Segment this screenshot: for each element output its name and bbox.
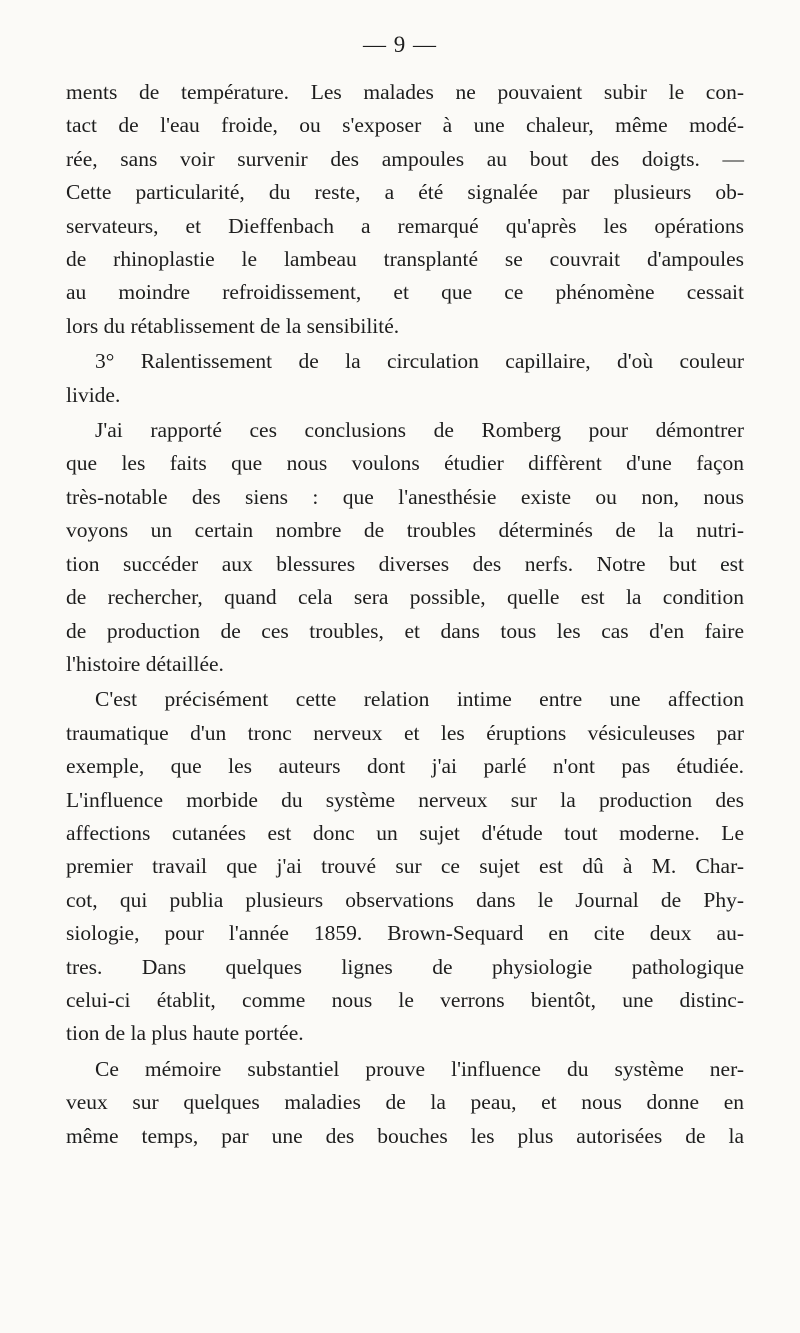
- text-line: siologie, pour l'année 1859. Brown-Sequard en cite deux au-: [66, 921, 744, 946]
- text-line: J'ai rapporté ces conclusions de Romberg pour démontrer: [95, 418, 744, 443]
- text-line: tact de l'eau froide, ou s'exposer à une chaleur, même modé-: [66, 113, 744, 138]
- text-line: 3° Ralentissement de la circulation capillaire, d'où couleur: [95, 349, 744, 374]
- text-line: ments de température. Les malades ne pouvaient subir le con-: [66, 80, 744, 104]
- text-line: rée, sans voir survenir des ampoules au bout des doigts. —: [66, 146, 744, 171]
- paragraph: [66, 76, 744, 343]
- text-line: traumatique d'un tronc nerveux et les éruptions vésiculeuses par: [66, 720, 744, 745]
- paragraph: [66, 1053, 744, 1153]
- text-line: L'influence morbide du système nerveux sur la production des: [66, 787, 744, 812]
- text-line: voyons un certain nombre de troubles déterminés de la nutri-: [66, 518, 744, 543]
- text-line: affections cutanées est donc un sujet d'étude tout moderne. Le: [66, 820, 744, 845]
- text-line: premier travail que j'ai trouvé sur ce sujet est dû à M. Char-: [66, 854, 744, 879]
- text-line: de production de ces troubles, et dans tous les cas d'en faire: [66, 618, 744, 643]
- text-line: au moindre refroidissement, et que ce phénomène cessait: [66, 280, 744, 305]
- text-line: livide.: [66, 382, 121, 407]
- text-line: de rhinoplastie le lambeau transplanté se couvrait d'ampoules: [66, 247, 744, 272]
- paragraph: [66, 683, 744, 1050]
- text-line: cot, qui publia plusieurs observations dans le Journal de Phy-: [66, 887, 744, 912]
- text-line: tion succéder aux blessures diverses des nerfs. Notre but est: [66, 551, 744, 576]
- text-line: tres. Dans quelques lignes de physiologie pathologique: [66, 954, 744, 979]
- text-line: lors du rétablissement de la sensibilité.: [66, 313, 400, 338]
- text-line: de rechercher, quand cela sera possible, quelle est la condition: [66, 585, 744, 610]
- paragraph: [66, 345, 744, 412]
- text-line: l'histoire détaillée.: [66, 651, 224, 676]
- text-line: C'est précisément cette relation intime entre une affection: [95, 687, 744, 712]
- page-number: — 9 —: [363, 32, 437, 57]
- body-text: [66, 76, 744, 1153]
- text-line: très-notable des siens : que l'anesthésie existe ou non, nous: [66, 484, 744, 509]
- text-line: que les faits que nous voulons étudier diffèrent d'une façon: [66, 451, 744, 476]
- text-line: servateurs, et Dieffenbach a remarqué qu'après les opérations: [66, 213, 744, 238]
- text-line: tion de la plus haute portée.: [66, 1021, 304, 1046]
- text-line: même temps, par une des bouches les plus autorisées de la: [66, 1123, 744, 1148]
- text-line: veux sur quelques maladies de la peau, et nous donne en: [66, 1090, 744, 1115]
- text-line: celui-ci établit, comme nous le verrons bientôt, une distinc-: [66, 987, 744, 1012]
- text-line: Cette particularité, du reste, a été signalée par plusieurs ob-: [66, 180, 744, 205]
- paragraph: [66, 414, 744, 681]
- text-line: exemple, que les auteurs dont j'ai parlé n'ont pas étudiée.: [66, 754, 744, 779]
- text-line: Ce mémoire substantiel prouve l'influence du système ner-: [95, 1056, 744, 1081]
